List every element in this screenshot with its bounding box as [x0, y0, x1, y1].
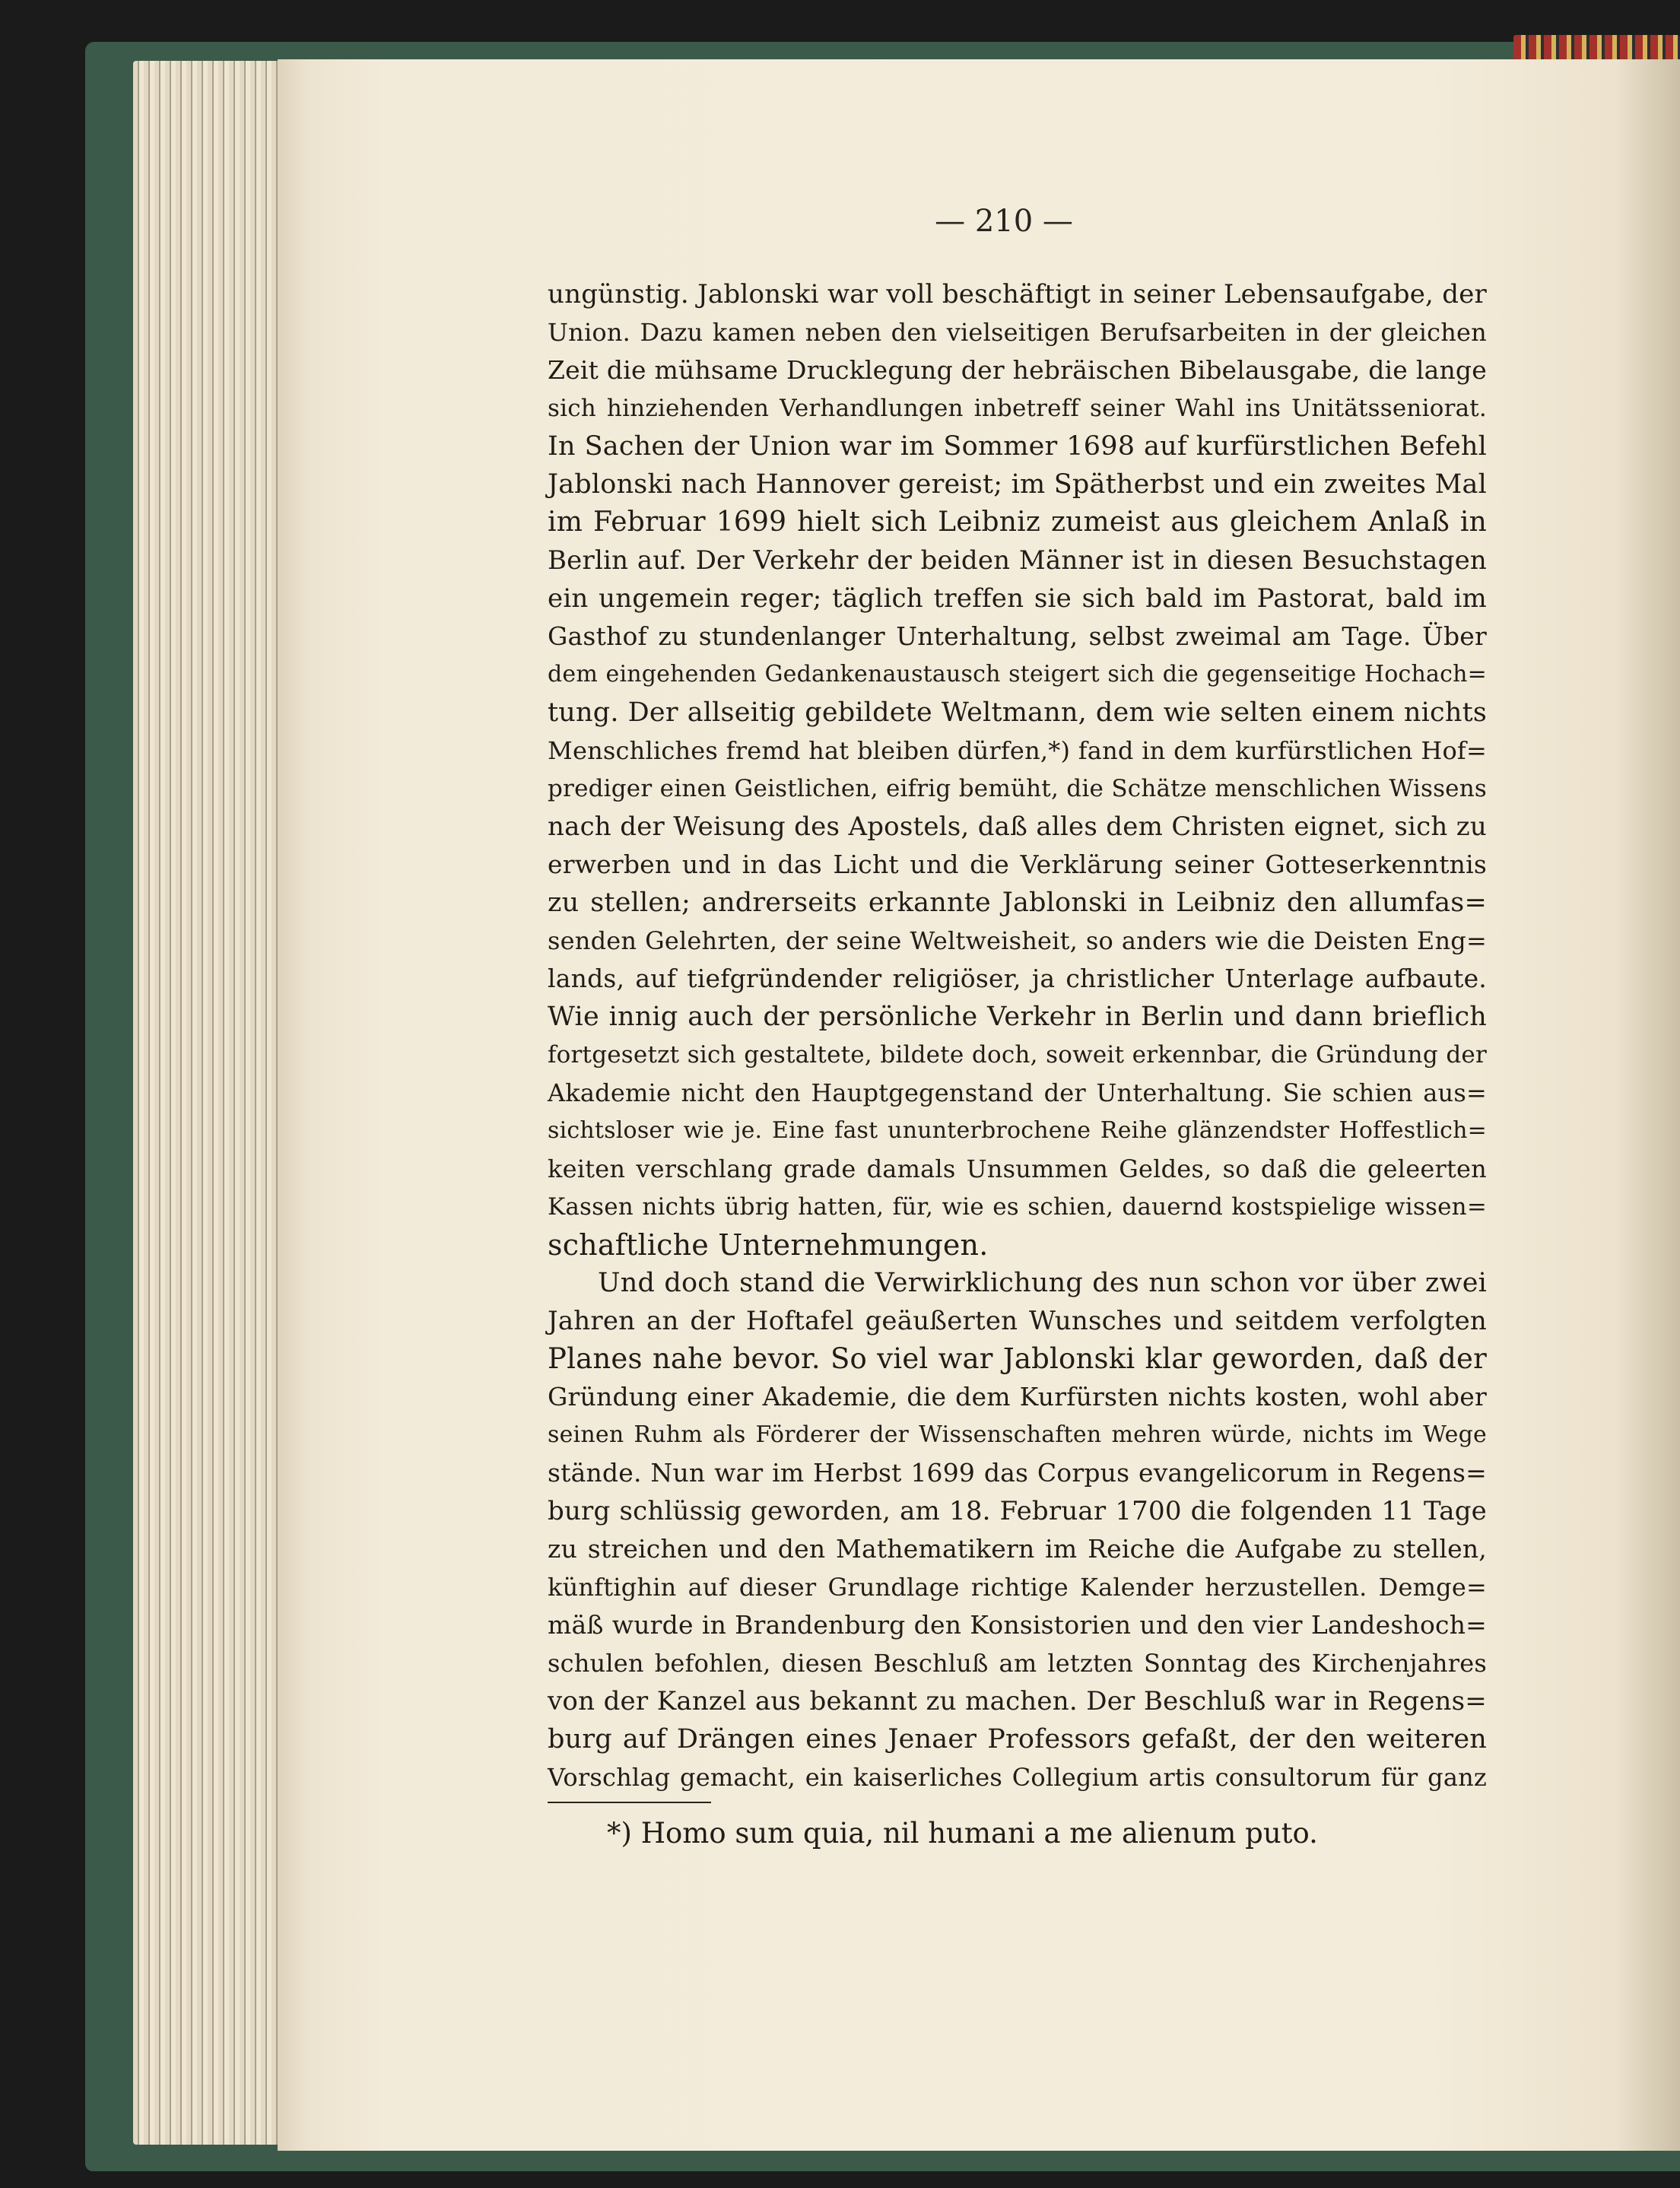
- text-line: Wie innig auch der persönliche Verkehr in Berlin und dann brieflich: [548, 1002, 1487, 1032]
- footnote-rule: [548, 1802, 711, 1803]
- body-text: [548, 275, 1487, 1796]
- text-line: mäß wurde in Brandenburg den Konsistorien und den vier Landeshoch=: [548, 1610, 1487, 1640]
- page-number: — 210 —: [935, 204, 1073, 239]
- text-line: lands, auf tiefgründender religiöser, ja christlicher Unterlage aufbaute.: [548, 964, 1487, 993]
- text-line: im Februar 1699 hielt sich Leibniz zumeist aus gleichem Anlaß in: [548, 507, 1487, 538]
- text-line: zu streichen und den Mathematikern im Reiche die Aufgabe zu stellen,: [548, 1534, 1487, 1564]
- text-line: Zeit die mühsame Drucklegung der hebräischen Bibelausgabe, die lange: [548, 355, 1487, 385]
- text-line: nach der Weisung des Apostels, daß alles dem Christen eignet, sich zu: [548, 811, 1487, 842]
- footnote: *) Homo sum quia, nil humani a me alienum puto.: [607, 1817, 1318, 1850]
- text-line: burg auf Drängen eines Jenaer Professors gefaßt, der den weiteren: [548, 1724, 1487, 1755]
- text-line: Planes nahe bevor. So viel war Jablonski klar geworden, daß der: [548, 1342, 1487, 1375]
- text-line: Akademie nicht den Hauptgegenstand der Unterhaltung. Sie schien aus=: [548, 1078, 1487, 1107]
- text-line: Gasthof zu stundenlanger Unterhaltung, selbst zweimal am Tage. Über: [548, 621, 1487, 651]
- text-line: keiten verschlang grade damals Unsummen Geldes, so daß die geleerten: [548, 1154, 1487, 1183]
- text-line: ein ungemein reger; täglich treffen sie sich bald im Pastorat, bald im: [548, 583, 1487, 614]
- text-line: fortgesetzt sich gestaltete, bildete doch, soweit erkennbar, die Gründung der: [548, 1041, 1487, 1069]
- text-line: sich hinziehenden Verhandlungen inbetreff seiner Wahl ins Unitätsseniorat.: [548, 395, 1487, 422]
- text-line: künftighin auf dieser Grundlage richtige Kalender herzustellen. Demge=: [548, 1573, 1487, 1602]
- text-line: zu stellen; andrerseits erkannte Jablonski in Leibniz den allumfas=: [548, 888, 1487, 918]
- text-line: Jablonski nach Hannover gereist; im Spätherbst und ein zweites Mal: [548, 469, 1487, 500]
- text-line: senden Gelehrten, der seine Weltweisheit, so anders wie die Deisten Eng=: [548, 926, 1487, 955]
- text-line: ungünstig. Jablonski war voll beschäftigt in seiner Lebensaufgabe, der: [548, 279, 1487, 310]
- text-line: von der Kanzel aus bekannt zu machen. Der Beschluß war in Regens=: [548, 1686, 1487, 1716]
- text-line: Jahren an der Hoftafel geäußerten Wunsches und seitdem verfolgten: [548, 1306, 1487, 1336]
- book-headband: [1513, 35, 1680, 62]
- text-line: schaftliche Unternehmungen.: [548, 1228, 989, 1262]
- text-line: burg schlüssig geworden, am 18. Februar 1700 die folgenden 11 Tage: [548, 1496, 1487, 1526]
- text-line: In Sachen der Union war im Sommer 1698 auf kurfürstlichen Befehl: [548, 431, 1487, 462]
- page-edges: [133, 61, 297, 2145]
- text-line: Union. Dazu kamen neben den vielseitigen Berufsarbeiten in der gleichen: [548, 318, 1487, 347]
- text-line: seinen Ruhm als Förderer der Wissenschaften mehren würde, nichts im Wege: [548, 1421, 1487, 1448]
- text-line: Menschliches fremd hat bleiben dürfen,*) fand in dem kurfürstlichen Hof=: [548, 736, 1487, 765]
- text-line: Und doch stand die Verwirklichung des nun schon vor über zwei: [598, 1268, 1487, 1298]
- text-line: tung. Der allseitig gebildete Weltmann, dem wie selten einem nichts: [548, 697, 1487, 728]
- text-line: dem eingehenden Gedankenaustausch steigert sich die gegenseitige Hochach=: [548, 661, 1487, 688]
- text-line: Gründung einer Akademie, die dem Kurfürsten nichts kosten, wohl aber: [548, 1382, 1487, 1412]
- text-line: Kassen nichts übrig hatten, für, wie es schien, dauernd kostspielige wissen=: [548, 1193, 1487, 1221]
- text-line: Vorschlag gemacht, ein kaiserliches Collegium artis consultorum für ganz: [548, 1763, 1487, 1792]
- text-line: erwerben und in das Licht und die Verklärung seiner Gotteserkenntnis: [548, 849, 1487, 879]
- text-line: stände. Nun war im Herbst 1699 das Corpus evangelicorum in Regens=: [548, 1458, 1487, 1488]
- text-line: prediger einen Geistlichen, eifrig bemüht, die Schätze menschlichen Wissens: [548, 775, 1487, 802]
- text-line: Berlin auf. Der Verkehr der beiden Männer ist in diesen Besuchstagen: [548, 545, 1487, 576]
- text-line: schulen befohlen, diesen Beschluß am letzten Sonntag des Kirchenjahres: [548, 1649, 1487, 1678]
- text-line: sichtsloser wie je. Eine fast ununterbrochene Reihe glänzendster Hoffestlich=: [548, 1117, 1487, 1144]
